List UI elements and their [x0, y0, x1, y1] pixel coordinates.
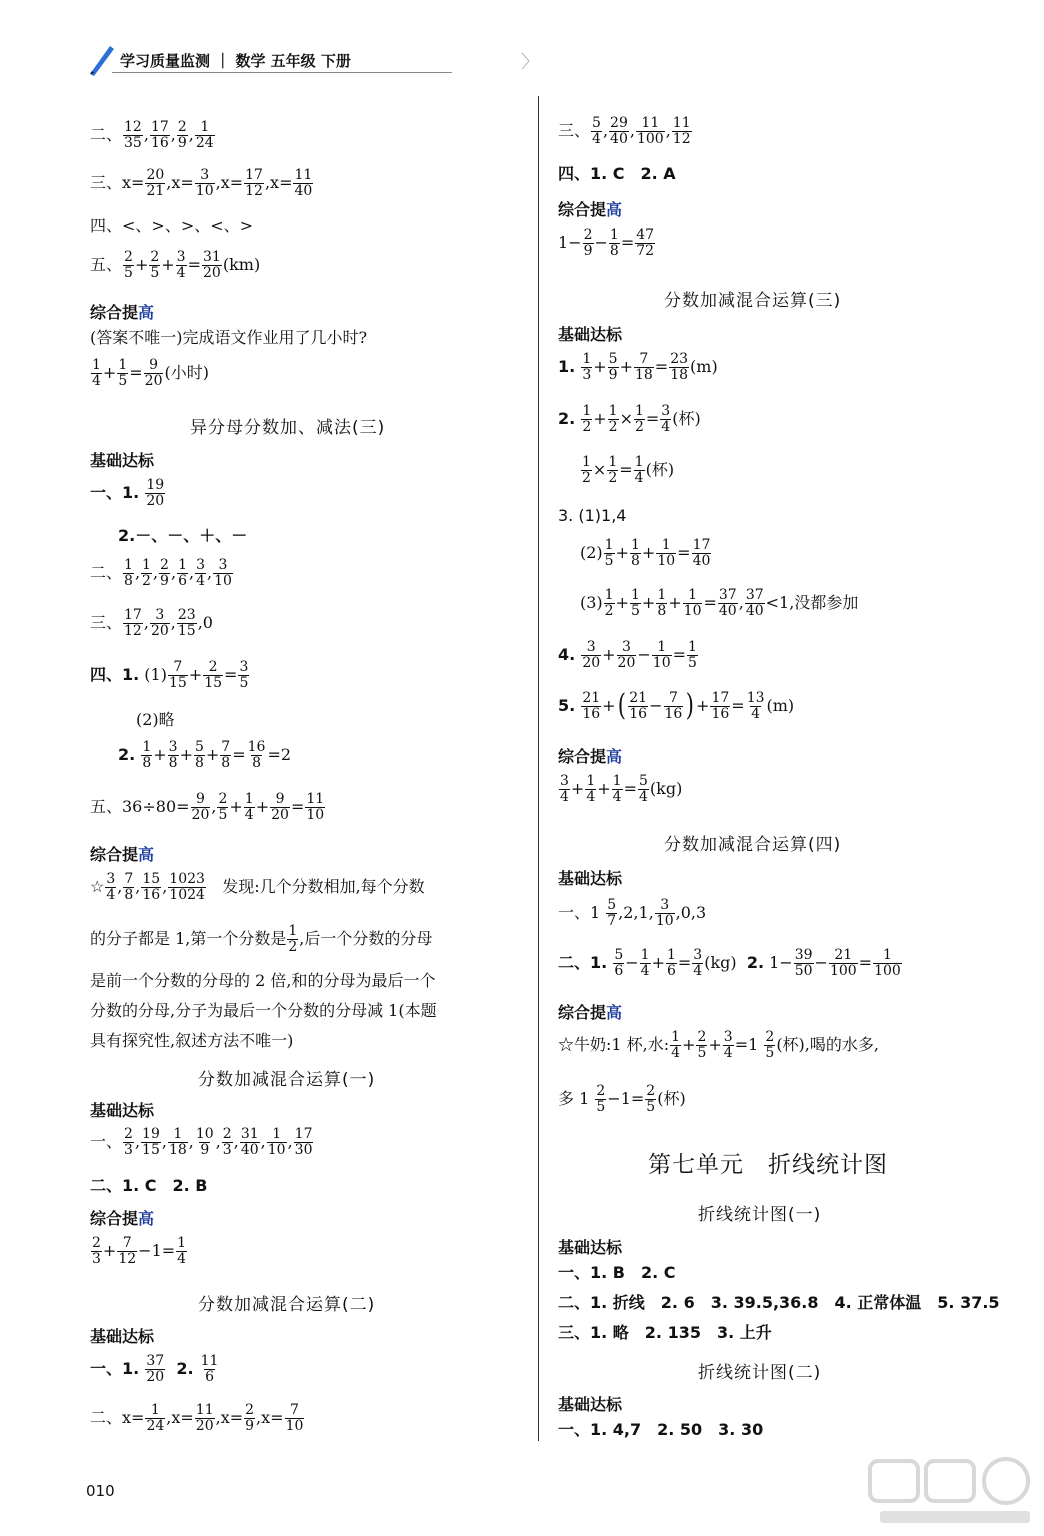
section-label: 综合提高	[90, 1209, 155, 1228]
answer-line: 2.－、－、＋、－	[118, 526, 248, 545]
section-label: 基础达标	[558, 1395, 623, 1414]
answer-line: 5. 21 16 + ( 21 16 − 7 16 ) + 17 16 = 13 4 (m)	[558, 688, 795, 724]
page-header	[86, 40, 539, 80]
answer-line: 一、 2 3 , 19 15 , 1 18 , 10 9 , 2 3 , 31 40 , 1 10 , 17 30	[90, 1126, 313, 1158]
answer-line: 分数的分母,分子为最后一个分数的分母减 1(本题	[90, 1001, 437, 1020]
section-label: 基础达标	[558, 325, 623, 344]
section-label: 基础达标	[90, 1327, 155, 1346]
answer-line: (3) 1 2 + 1 5 + 1 8 + 1 10 = 37 40 , 37 40 <1,没都参加	[580, 587, 859, 619]
answer-line: 一、1. 37 20 2. 11 6	[90, 1353, 219, 1385]
pen-icon	[86, 42, 116, 76]
answer-line: 2. 1 8 + 3 8 + 5 8 + 7 8 = $\frac{16}{8}$ =2	[118, 739, 292, 771]
answer-line: 的分子都是 1,第一个分数是 1 2 ,后一个分数的分母	[90, 923, 433, 955]
header-rule	[112, 72, 452, 73]
answer-line: 三、x= 20 21 ,x= 3 10 ,x= 17 12 ,x= 11 40	[90, 167, 313, 199]
answer-line: 4. 3 20 + 3 20 − 1 10 = 1 5	[558, 639, 697, 671]
answer-line: 1 2 × 1 2 = 1 4 (杯)	[582, 454, 675, 486]
header-title: 学习质量监测 ｜ 数学 五年级 下册	[120, 52, 351, 70]
answer-line: 2. 1 2 + 1 2 × 1 2 = 3 4 (杯)	[558, 403, 701, 435]
section-label: 基础达标	[558, 869, 623, 888]
unit-label: (小时)	[164, 363, 209, 383]
section-label: 基础达标	[90, 451, 155, 470]
answer-line: 三、1. 略 2. 135 3. 上升	[558, 1323, 772, 1342]
answer-line: 五、 2 5 + 2 5 + 3 4 = 31 20 (km)	[90, 249, 261, 281]
section-label: 综合提高	[558, 200, 623, 219]
section-title: 分数加减混合运算(一)	[198, 1070, 376, 1090]
unit-title: 第七单元 折线统计图	[648, 1152, 888, 1178]
section-title: 折线统计图(二)	[698, 1363, 822, 1383]
chevron-right-icon: 〉	[521, 52, 539, 73]
answer-line: 四、1. (1) 7 15 + 2 15 = 3 5	[90, 659, 249, 691]
answer-line: 2 3 + 7 12 −1= 1 4	[92, 1235, 187, 1267]
answer-line: 是前一个分数的分母的 2 倍,和的分母为最后一个	[90, 971, 436, 990]
column-divider	[538, 96, 539, 1441]
section-title: 异分母分数加、减法(三)	[190, 418, 386, 438]
answer-line: 二、x= 1 24 ,x= 11 20 ,x= 2 9 ,x= 7 10	[90, 1402, 304, 1434]
answer-line: ☆ 3 4 , 7 8 , 15 16 , 1023 1024 发现:几个分数相加,每个分数	[90, 871, 425, 903]
answer-line: 3. (1)1,4	[558, 506, 627, 525]
answer-line: 一、1. 4,7 2. 50 3. 30	[558, 1420, 764, 1439]
answer-line: 四、1. C 2. A	[558, 164, 676, 183]
section-label: 综合提高	[90, 845, 155, 864]
unit-label: (km)	[222, 255, 261, 275]
section-label: 基础达标	[558, 1238, 623, 1257]
answer-line: (答案不唯一)完成语文作业用了几小时?	[90, 328, 368, 347]
answer-line: ☆牛奶:1 杯,水: 1 4 + 2 5 + 3 4 =1 2 5 (杯),喝的水多,	[558, 1029, 879, 1061]
answer-line: 一、1. 19 20	[90, 477, 165, 509]
answer-line: (2)略	[136, 710, 175, 729]
answer-line: 1 4 + 1 5 = 9 20 (小时)	[92, 357, 209, 389]
answer-line: 一、1 5 7 ,2,1, 3 10 ,0,3	[558, 897, 707, 929]
section-title: 分数加减混合运算(三)	[664, 291, 842, 311]
answer-line: 三、 17 12 , 3 20 , 23 15 ,0	[90, 607, 213, 639]
answer-line: 三、 5 4 , 29 40 , 11 100 , 11 12	[558, 115, 691, 147]
section-title: 分数加减混合运算(四)	[664, 835, 842, 855]
answer-line: 二、 1 8 , 1 2 , 2 9 , 1 6 , 3 4 , 3 10	[90, 557, 232, 589]
section-label: 综合提高	[90, 303, 155, 322]
answer-line: 二、1. 折线 2. 6 3. 39.5,36.8 4. 正常体温 5. 37.5	[558, 1293, 1000, 1312]
section-title: 折线统计图(一)	[698, 1205, 822, 1225]
section-label: 基础达标	[90, 1101, 155, 1120]
answer-line: (2) 1 5 + 1 8 + 1 10 = 17 40	[580, 537, 711, 569]
watermark-logo	[860, 1455, 1040, 1530]
answer-line: 四、<、>、>、<、>	[90, 216, 254, 235]
section-label: 综合提高	[558, 747, 623, 766]
answer-line: 1− 2 9 − 1 8 = 47 72	[558, 227, 655, 259]
answer-line: 五、36÷80= $\frac{9}{20}$ , 2 5 + 1 4 + 9 20 = 11 10	[90, 791, 325, 823]
answer-line: 1. 1 3 + 5 9 + 7 18 = 23 18 (m)	[558, 351, 718, 383]
answer-line: 二、1. 5 6 − 1 4 + 1 6 = 3 4 (kg) 2. 1− 39 50 − 21 100 = 1 100	[558, 947, 901, 979]
answer-line: 3 4 + 1 4 + 1 4 = 5 4 (kg)	[560, 773, 683, 805]
section-label: 综合提高	[558, 1003, 623, 1022]
answer-line: 一、1. B 2. C	[558, 1263, 676, 1282]
answer-line: 具有探究性,叙述方法不唯一)	[90, 1031, 294, 1050]
answer-line: 二、1. C 2. B	[90, 1176, 208, 1195]
page-number: 010	[86, 1482, 115, 1500]
answer-prefix: 五、	[90, 255, 123, 275]
answer-line: 二、 12 35 , 17 16 , 2 9 , 1 24	[90, 119, 214, 151]
answer-line: 多 1 2 5 −1= 2 5 (杯)	[558, 1083, 686, 1115]
section-title: 分数加减混合运算(二)	[198, 1295, 376, 1315]
